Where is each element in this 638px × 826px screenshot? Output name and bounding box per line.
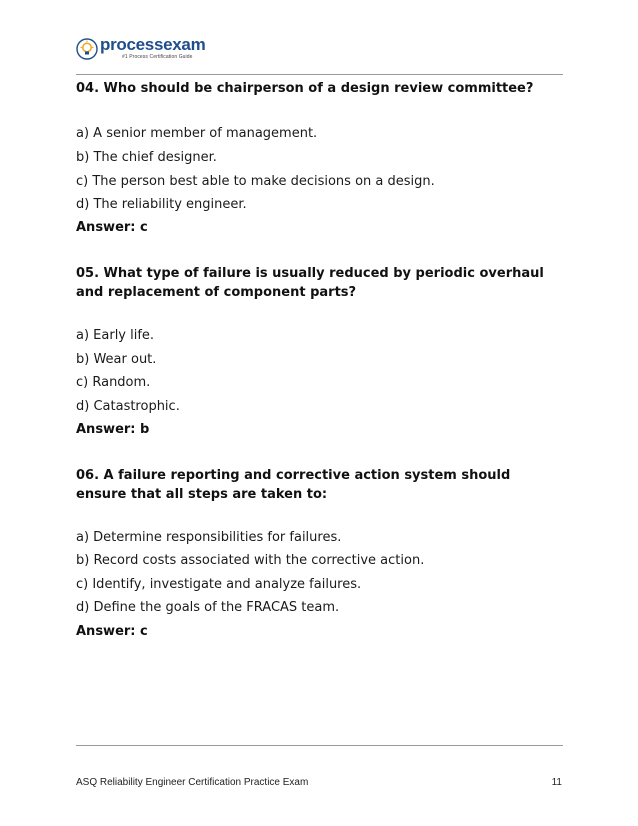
footer-divider xyxy=(76,745,563,746)
footer-title: ASQ Reliability Engineer Certification Practice Exam xyxy=(76,777,309,788)
logo-word-part2: exam xyxy=(163,35,206,54)
question-05-option-c: c) Random. xyxy=(76,375,151,390)
lightbulb-icon xyxy=(76,38,98,60)
question-05-option-b: b) Wear out. xyxy=(76,352,157,367)
question-06-text: 06. A failure reporting and corrective action system should ensure that all steps are taken to: xyxy=(76,468,511,502)
question-06-option-a: a) Determine responsibilities for failures. xyxy=(76,530,342,545)
question-04-option-b: b) The chief designer. xyxy=(76,150,217,165)
question-06-answer: Answer: c xyxy=(76,624,148,639)
question-04-option-d: d) The reliability engineer. xyxy=(76,197,247,212)
question-06-option-c: c) Identify, investigate and analyze failures. xyxy=(76,577,362,592)
question-06-option-d: d) Define the goals of the FRACAS team. xyxy=(76,600,340,615)
question-04-option-c: c) The person best able to make decisions on a design. xyxy=(76,174,435,189)
question-04-text: 04. Who should be chairperson of a design review committee? xyxy=(76,81,534,96)
header-divider xyxy=(76,74,563,75)
question-05-text: 05. What type of failure is usually reduced by periodic overhaul and replacement of component parts? xyxy=(76,266,544,300)
question-04-option-a: a) A senior member of management. xyxy=(76,126,318,141)
question-05-answer: Answer: b xyxy=(76,422,150,437)
question-05-option-d: d) Catastrophic. xyxy=(76,399,180,414)
logo-word-part1: process xyxy=(100,35,164,54)
page-number: 11 xyxy=(551,777,562,788)
question-06-option-b: b) Record costs associated with the corrective action. xyxy=(76,553,425,568)
question-04-answer: Answer: c xyxy=(76,220,148,235)
logo-wordmark xyxy=(100,36,205,53)
logo-tagline: #1 Process Certification Guide xyxy=(122,54,193,60)
processexam-logo xyxy=(76,36,205,66)
question-05-option-a: a) Early life. xyxy=(76,328,155,343)
